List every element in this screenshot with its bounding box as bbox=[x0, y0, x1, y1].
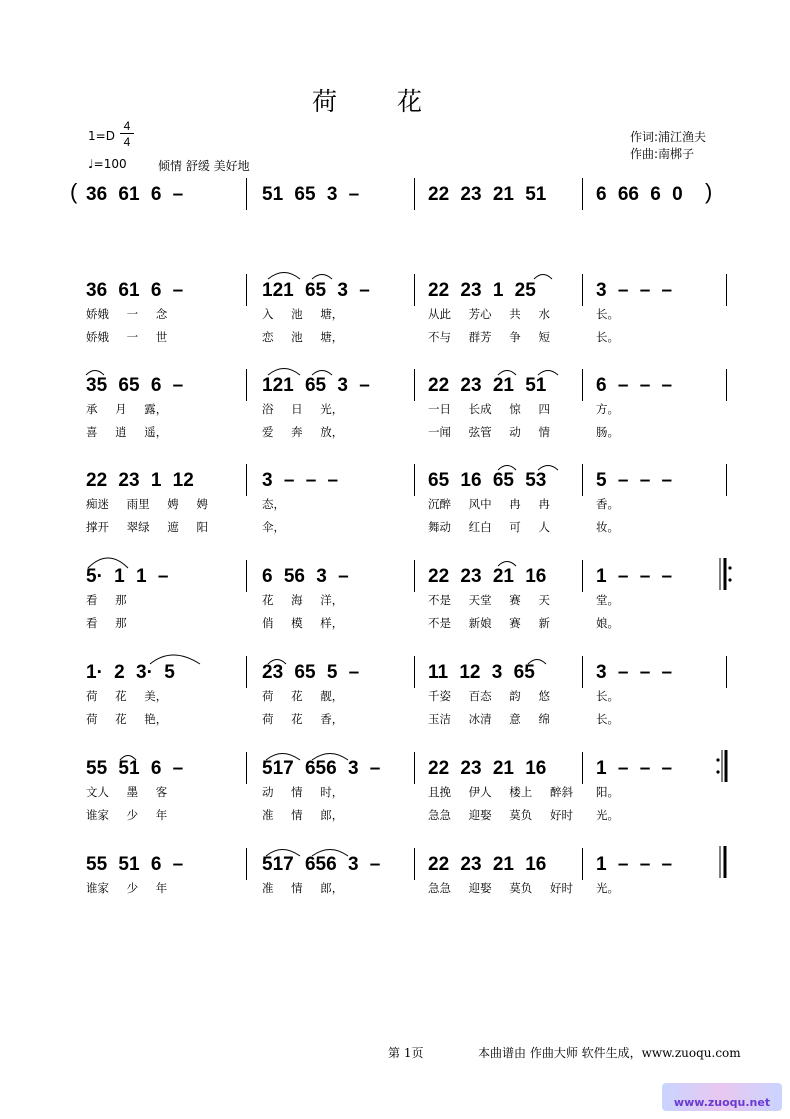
measure-notes: 55 51 6 – bbox=[86, 758, 184, 779]
lyric-verse-2: 不与 群芳 争 短 bbox=[428, 330, 550, 344]
measure-notes: 36 61 6 – bbox=[86, 280, 184, 301]
measure-notes: 22 23 21 51 bbox=[428, 375, 547, 396]
measure-notes: 51 65 3 – bbox=[262, 184, 360, 205]
measure-notes: 22 23 21 16 bbox=[428, 758, 547, 779]
close-paren: ) bbox=[705, 179, 713, 204]
lyric-verse-2: 恋 池 塘， bbox=[262, 330, 344, 344]
measure-notes: 121 65 3 – bbox=[262, 375, 370, 396]
repeat-end-sign bbox=[716, 750, 726, 782]
measure-notes: 22 23 1 25 bbox=[428, 280, 536, 301]
lyric-verse-2: 急急 迎娶 莫负 好时 bbox=[428, 808, 573, 822]
measure-notes: 55 51 6 – bbox=[86, 854, 184, 875]
time-signature bbox=[120, 120, 134, 149]
barline bbox=[582, 656, 583, 688]
barline bbox=[246, 464, 247, 496]
measure-notes: 3 – – – bbox=[262, 470, 339, 491]
lyric-verse-2: 不是 新娘 赛 新 bbox=[428, 616, 550, 630]
lyric-verse-2: 妆。 bbox=[596, 520, 619, 534]
lyric-verse-1: 谁家 少 年 bbox=[86, 881, 168, 895]
lyric-verse-2: 谁家 少 年 bbox=[86, 808, 168, 822]
time-signature-top: 4 bbox=[123, 119, 131, 133]
lyric-verse-1: 一日 长成 惊 四 bbox=[428, 402, 550, 416]
barline bbox=[582, 369, 583, 401]
barline bbox=[414, 274, 415, 306]
lyric-verse-2: 撑开 翠绿 遮 阳 bbox=[86, 520, 208, 534]
software-credit: 本曲谱由 作曲大师 软件生成，www.zuoqu.com bbox=[478, 1046, 741, 1060]
lyric-verse-1: 阳。 bbox=[596, 785, 619, 799]
measure-notes: 6 – – – bbox=[596, 375, 673, 396]
lyric-verse-1: 浴 日 光， bbox=[262, 402, 344, 416]
measure-notes: 6 56 3 – bbox=[262, 566, 349, 587]
tempo-marking: ♩=100 bbox=[88, 157, 127, 171]
measure-notes: 1 – – – bbox=[596, 758, 673, 779]
measure-notes: 6 66 6 0 bbox=[596, 184, 683, 205]
barline bbox=[246, 560, 247, 592]
measure-notes: 11 12 3 65 bbox=[428, 662, 535, 683]
lyric-verse-2: 荷 花 艳， bbox=[86, 712, 168, 726]
measure-notes: 65 16 65 53 bbox=[428, 470, 547, 491]
barline bbox=[246, 274, 247, 306]
lyricist-credit: 作词:浦江渔夫 bbox=[630, 130, 707, 144]
lyric-verse-2: 俏 模 样， bbox=[262, 616, 344, 630]
watermark-text: www.zuoqu.net bbox=[673, 1096, 771, 1109]
barline bbox=[246, 848, 247, 880]
lyric-verse-1: 入 池 塘， bbox=[262, 307, 344, 321]
measure-notes: 517 656 3 – bbox=[262, 758, 381, 779]
lyric-verse-2: 看 那 bbox=[86, 616, 127, 630]
lyric-verse-1: 看 那 bbox=[86, 593, 127, 607]
measure-notes: 36 61 6 – bbox=[86, 184, 184, 205]
barline bbox=[726, 464, 727, 496]
lyric-verse-1: 动 情 时， bbox=[262, 785, 344, 799]
measure-notes: 3 – – – bbox=[596, 662, 673, 683]
song-title: 荷 花 bbox=[312, 87, 448, 116]
barline bbox=[246, 178, 247, 210]
lyric-verse-1: 且挽 伊人 楼上 醉斜 bbox=[428, 785, 573, 799]
lyric-verse-1: 文人 墨 客 bbox=[86, 785, 168, 799]
barline bbox=[582, 274, 583, 306]
barline bbox=[414, 464, 415, 496]
measure-notes: 1 – – – bbox=[596, 566, 673, 587]
barline bbox=[246, 656, 247, 688]
lyric-verse-2: 长。 bbox=[596, 712, 619, 726]
barline bbox=[414, 848, 415, 880]
measure-notes: 517 656 3 – bbox=[262, 854, 381, 875]
barline bbox=[246, 369, 247, 401]
barline bbox=[582, 178, 583, 210]
barline bbox=[414, 752, 415, 784]
lyric-verse-2: 爱 奔 放， bbox=[262, 425, 344, 439]
lyric-verse-1: 千姿 百态 韵 悠 bbox=[428, 689, 550, 703]
lyric-verse-1: 长。 bbox=[596, 307, 619, 321]
barline bbox=[414, 656, 415, 688]
lyric-verse-1: 不是 天堂 赛 天 bbox=[428, 593, 550, 607]
lyric-verse-1: 方。 bbox=[596, 402, 619, 416]
lyric-verse-1: 态， bbox=[262, 497, 285, 511]
measure-notes: 22 23 21 16 bbox=[428, 566, 547, 587]
open-paren: ( bbox=[70, 179, 78, 204]
lyric-verse-1: 沉醉 风中 冉 冉 bbox=[428, 497, 550, 511]
lyric-verse-2: 伞， bbox=[262, 520, 285, 534]
lyric-verse-2: 荷 花 香， bbox=[262, 712, 344, 726]
measure-notes: 23 65 5 – bbox=[262, 662, 360, 683]
watermark-logo bbox=[662, 1083, 782, 1111]
measure-notes: 1· 2 3· 5 bbox=[86, 662, 175, 683]
lyric-verse-1: 从此 芳心 共 水 bbox=[428, 307, 550, 321]
composer-credit: 作曲:南梆子 bbox=[630, 147, 695, 161]
barline bbox=[246, 752, 247, 784]
lyric-verse-2: 光。 bbox=[596, 808, 619, 822]
measure-notes: 3 – – – bbox=[596, 280, 673, 301]
lyric-verse-1: 荷 花 靓， bbox=[262, 689, 344, 703]
barline bbox=[726, 274, 727, 306]
measure-notes: 22 23 21 16 bbox=[428, 854, 547, 875]
lyric-verse-2: 准 情 郎， bbox=[262, 808, 344, 822]
measure-notes: 5· 1 1 – bbox=[86, 566, 169, 587]
lyric-verse-2: 喜 逍 遥， bbox=[86, 425, 168, 439]
lyric-verse-1: 荷 花 美， bbox=[86, 689, 168, 703]
barline bbox=[726, 656, 727, 688]
lyric-verse-2: 舞动 红白 可 人 bbox=[428, 520, 550, 534]
measure-notes: 22 23 1 12 bbox=[86, 470, 194, 491]
barline bbox=[582, 560, 583, 592]
measure-notes: 121 65 3 – bbox=[262, 280, 370, 301]
page-number: 第 1页 bbox=[388, 1046, 424, 1060]
barline bbox=[726, 369, 727, 401]
lyric-verse-1: 长。 bbox=[596, 689, 619, 703]
barline bbox=[414, 369, 415, 401]
lyric-verse-2: 娇娥 一 世 bbox=[86, 330, 168, 344]
lyric-verse-2: 玉洁 冰清 意 绵 bbox=[428, 712, 550, 726]
lyric-verse-1: 娇娥 一 念 bbox=[86, 307, 168, 321]
measure-notes: 1 – – – bbox=[596, 854, 673, 875]
lyric-verse-1: 花 海 洋， bbox=[262, 593, 344, 607]
lyric-verse-1: 光。 bbox=[596, 881, 619, 895]
barline bbox=[582, 848, 583, 880]
time-signature-bottom: 4 bbox=[120, 133, 134, 149]
barline bbox=[582, 464, 583, 496]
key-signature: 1=D bbox=[88, 129, 115, 143]
lyric-verse-2: 娘。 bbox=[596, 616, 619, 630]
repeat-start-sign bbox=[720, 558, 732, 590]
measure-notes: 35 65 6 – bbox=[86, 375, 184, 396]
barline bbox=[582, 752, 583, 784]
lyric-verse-1: 香。 bbox=[596, 497, 619, 511]
lyric-verse-1: 痴迷 雨里 娉 娉 bbox=[86, 497, 208, 511]
measure-notes: 5 – – – bbox=[596, 470, 673, 491]
expression-marking: 倾情 舒缓 美好地 bbox=[158, 159, 250, 173]
measure-notes: 22 23 21 51 bbox=[428, 184, 547, 205]
barline bbox=[414, 560, 415, 592]
barline bbox=[414, 178, 415, 210]
lyric-verse-1: 承 月 露， bbox=[86, 402, 168, 416]
lyric-verse-1: 急急 迎娶 莫负 好时 bbox=[428, 881, 573, 895]
lyric-verse-1: 堂。 bbox=[596, 593, 619, 607]
lyric-verse-2: 一闻 弦管 动 情 bbox=[428, 425, 550, 439]
lyric-verse-2: 肠。 bbox=[596, 425, 619, 439]
final-barline bbox=[720, 846, 725, 878]
lyric-verse-2: 长。 bbox=[596, 330, 619, 344]
lyric-verse-1: 准 情 郎， bbox=[262, 881, 344, 895]
